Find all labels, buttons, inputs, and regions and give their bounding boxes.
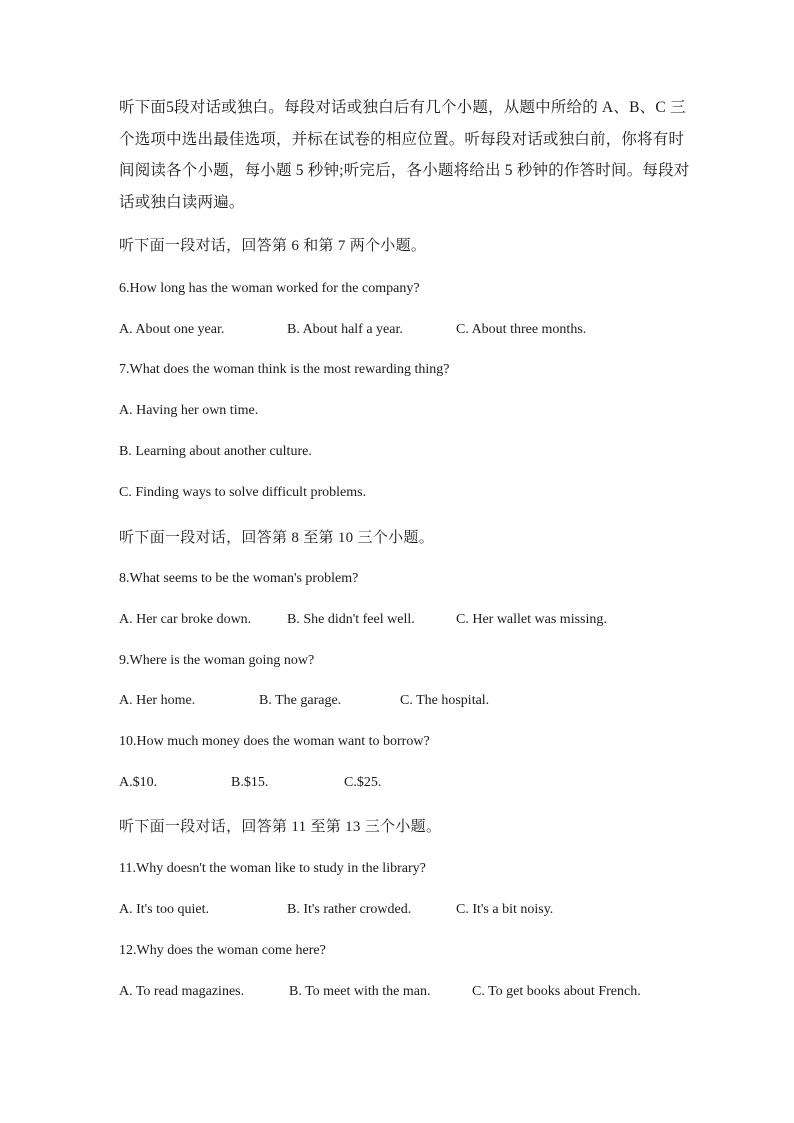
question-12-option-a: A. To read magazines. (119, 984, 245, 999)
question-10-option-a: A.$10. (119, 775, 158, 790)
question-9-option-b: B. The garage. (259, 693, 342, 708)
question-6-option-c: C. About three months. (456, 322, 587, 337)
question-7-option-b: B. Learning about another culture. (119, 444, 312, 459)
question-6-option-a: A. About one year. (119, 322, 225, 337)
section-heading-8-10: 听下面一段对话，回答第 8 至第 10 三个小题。 (119, 530, 435, 546)
section-heading-11-13: 听下面一段对话，回答第 11 至第 13 三个小题。 (119, 819, 442, 835)
question-8: 8.What seems to be the woman's problem? (119, 571, 359, 586)
question-7: 7.What does the woman think is the most rewarding thing? (119, 362, 450, 377)
question-12-option-c: C. To get books about French. (472, 984, 641, 999)
question-11-option-c: C. It's a bit noisy. (456, 902, 554, 917)
question-12-option-b: B. To meet with the man. (289, 984, 431, 999)
question-8-option-a: A. Her car broke down. (119, 612, 252, 627)
question-11: 11.Why doesn't the woman like to study in the library? (119, 861, 426, 876)
question-6: 6.How long has the woman worked for the company? (119, 281, 420, 296)
question-12: 12.Why does the woman come here? (119, 943, 326, 958)
question-7-option-a: A. Having her own time. (119, 403, 259, 418)
question-11-option-a: A. It's too quiet. (119, 902, 210, 917)
question-9-option-c: C. The hospital. (400, 693, 490, 708)
question-10: 10.How much money does the woman want to borrow? (119, 734, 430, 749)
question-6-option-b: B. About half a year. (287, 322, 403, 337)
section-instructions: 听下面5段对话或独白。每段对话或独白后有几个小题，从题中所给的 A、B、C 三个选项中选出最佳选项，并标在试卷的相应位置。听每段对话或独白前，你将有时间阅读各个小题，每小题 5 秒钟;听完后，各小题将给出 5 秒钟的作答时间。每段对话或独白读两遍。 (119, 99, 690, 211)
question-11-option-b: B. It's rather crowded. (287, 902, 412, 917)
question-9: 9.Where is the woman going now? (119, 653, 315, 668)
question-7-option-c: C. Finding ways to solve difficult problems. (119, 485, 367, 500)
question-10-option-b: B.$15. (231, 775, 269, 790)
question-9-option-a: A. Her home. (119, 693, 196, 708)
question-8-option-b: B. She didn't feel well. (287, 612, 415, 627)
section-heading-6-7: 听下面一段对话，回答第 6 和第 7 两个小题。 (119, 238, 427, 254)
question-10-option-c: C.$25. (344, 775, 382, 790)
question-8-option-c: C. Her wallet was missing. (456, 612, 607, 627)
